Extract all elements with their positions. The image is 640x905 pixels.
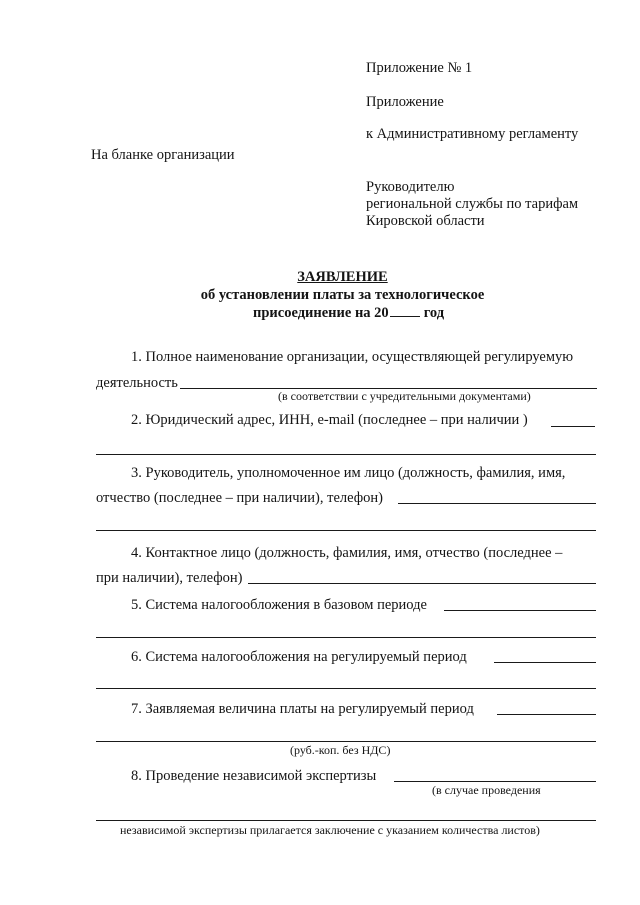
letterhead-note: На бланке организации — [91, 147, 235, 163]
item-1-line-2: деятельность — [96, 375, 178, 391]
item-3-fill-line — [96, 530, 596, 531]
title-line-3 — [253, 306, 444, 321]
item-8-label: 8. Проведение независимой экспертизы — [131, 768, 377, 784]
item-3-line-1: 3. Руководитель, уполномоченное им лицо (должность, фамилия, имя, — [131, 465, 566, 481]
item-5-fill-line-short — [444, 610, 596, 611]
title-line-2: об установлении платы за технологическое — [200, 287, 485, 303]
appendix-number: Приложение № 1 — [366, 60, 473, 76]
regulation-reference: к Административному регламенту — [366, 126, 579, 142]
appendix-label: Приложение — [366, 94, 444, 110]
item-8-fill-line — [96, 820, 596, 821]
item-3-line-2: отчество (последнее – при наличии), телефон) — [96, 490, 383, 506]
item-2-label: 2. Юридический адрес, ИНН, e-mail (последнее – при наличии ) — [131, 412, 528, 428]
item-6-label: 6. Система налогообложения на регулируемый период — [131, 649, 467, 665]
item-3-fill-line-short — [398, 503, 596, 504]
item-1-hint: (в соответствии с учредительными документами) — [278, 389, 531, 403]
item-6-fill-line — [96, 688, 596, 689]
item-2-fill-line — [96, 454, 596, 455]
item-6-fill-line-short — [494, 662, 596, 663]
title-line-3-prefix: присоединение на 20 — [253, 305, 389, 321]
year-blank — [390, 316, 420, 317]
item-8-hint-line-2: независимой экспертизы прилагается заключение с указанием количества листов) — [120, 823, 540, 837]
item-4-line-2: при наличии), телефон) — [96, 570, 243, 586]
item-7-hint: (руб.-коп. без НДС) — [290, 743, 391, 757]
item-4-fill-line — [248, 583, 596, 584]
addressee-line-3: Кировской области — [366, 213, 485, 229]
item-5-fill-line — [96, 637, 596, 638]
item-4-line-1: 4. Контактное лицо (должность, фамилия, имя, отчество (последнее – — [131, 545, 563, 561]
item-7-label: 7. Заявляемая величина платы на регулируемый период — [131, 701, 474, 717]
document-title: ЗАЯВЛЕНИЕ — [297, 269, 388, 285]
addressee-line-1: Руководителю — [366, 179, 455, 195]
addressee-line-2: региональной службы по тарифам — [366, 196, 579, 212]
item-7-fill-line-short — [497, 714, 596, 715]
item-5-label: 5. Система налогообложения в базовом периоде — [131, 597, 427, 613]
item-8-hint-line-1: (в случае проведения — [432, 783, 541, 797]
item-2-fill-line-short — [551, 426, 595, 427]
item-8-fill-line-short — [394, 781, 596, 782]
item-1-line-1: 1. Полное наименование организации, осуществляющей регулируемую — [131, 349, 574, 365]
title-line-3-suffix: год — [423, 305, 445, 321]
item-7-fill-line — [96, 741, 596, 742]
